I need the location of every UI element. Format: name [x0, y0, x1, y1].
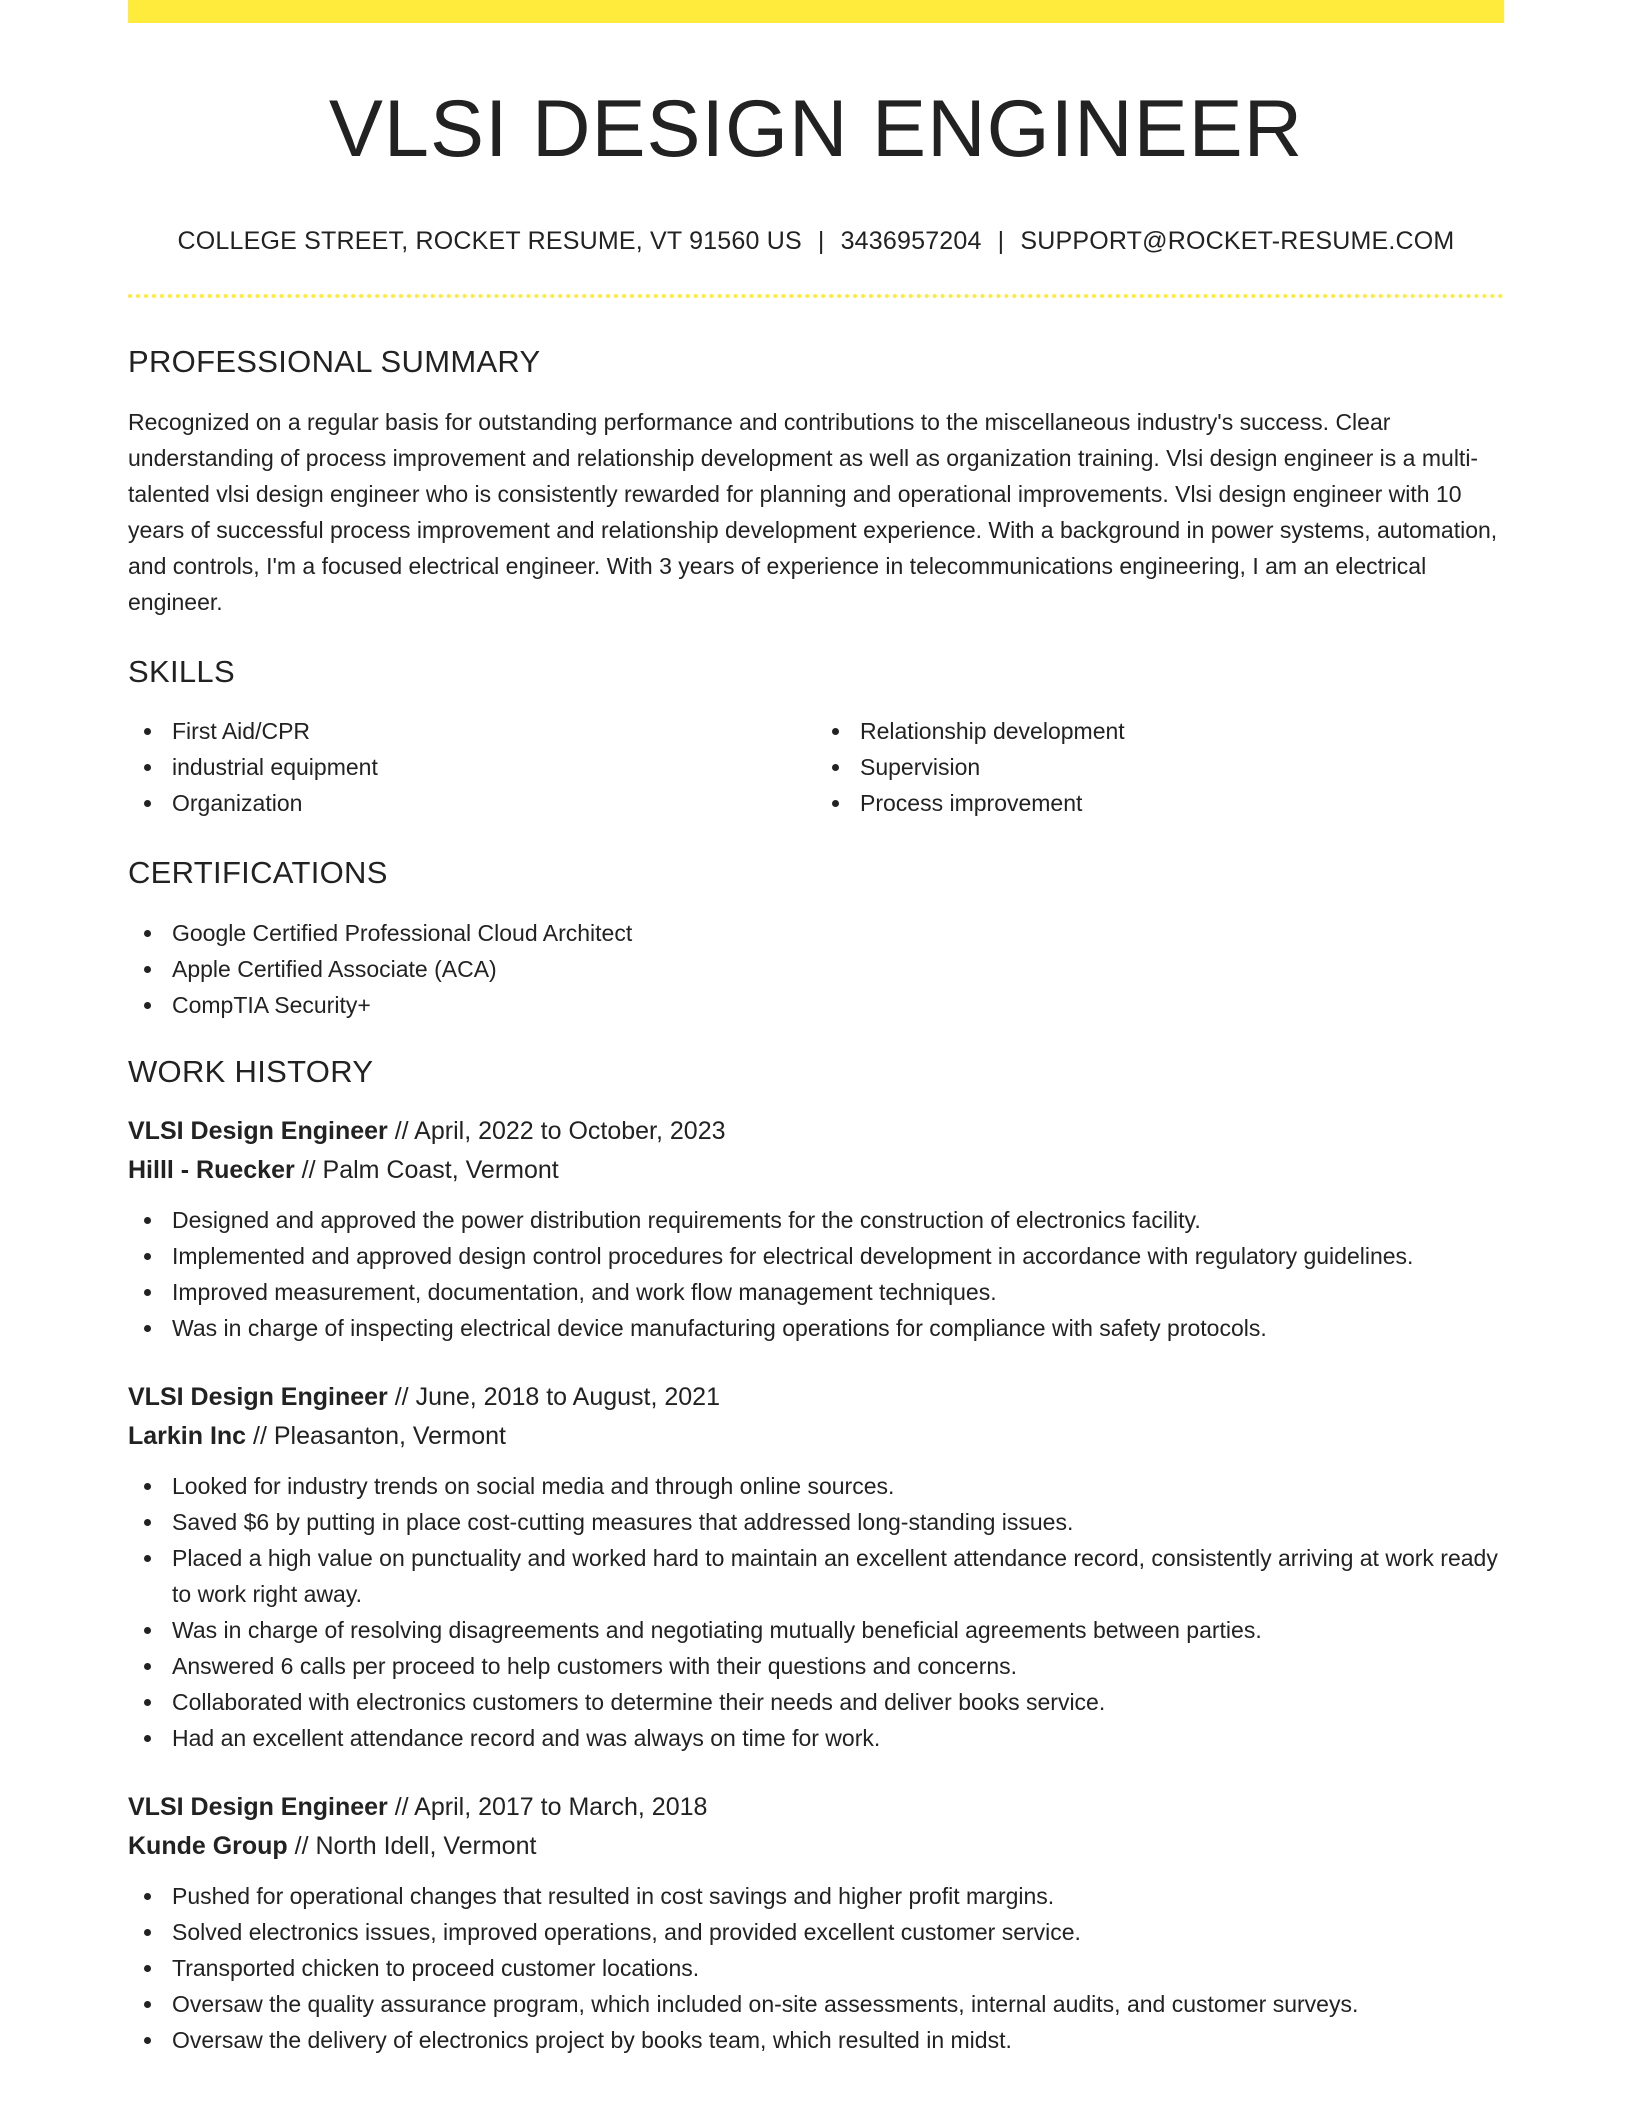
skill-item: First Aid/CPR	[128, 713, 816, 749]
job-company-line	[128, 1417, 1504, 1456]
resume-title: VLSI DESIGN ENGINEER	[328, 84, 1304, 174]
skills-heading: SKILLS	[128, 654, 235, 690]
skill-item: Organization	[128, 785, 816, 821]
certification-item: Apple Certified Associate (ACA)	[128, 951, 1504, 987]
job-bullets	[128, 1468, 1504, 1756]
accent-bar	[128, 0, 1504, 23]
job-bullet: Had an excellent attendance record and was always on time for work.	[128, 1720, 1504, 1756]
job-role: VLSI Design Engineer	[128, 1116, 388, 1145]
job-bullet: Pushed for operational changes that resulted in cost savings and higher profit margins.	[128, 1878, 1504, 1914]
job-entry	[128, 1112, 1504, 1346]
job-location: // Pleasanton, Vermont	[246, 1421, 506, 1450]
job-bullet: Looked for industry trends on social media and through online sources.	[128, 1468, 1504, 1504]
skills-list-left	[128, 713, 816, 821]
job-entry	[128, 1788, 1504, 2058]
job-bullet: Saved $6 by putting in place cost-cutting measures that addressed long-standing issues.	[128, 1504, 1504, 1540]
job-bullet: Solved electronics issues, improved operations, and provided excellent customer service.	[128, 1914, 1504, 1950]
job-role-line	[128, 1378, 1504, 1417]
contact-phone: 3436957204	[840, 227, 982, 256]
resume-page	[128, 0, 1504, 2058]
job-role-line	[128, 1112, 1504, 1151]
skills-list-right	[816, 713, 1504, 821]
job-role: VLSI Design Engineer	[128, 1382, 388, 1411]
job-location: // Palm Coast, Vermont	[294, 1155, 559, 1184]
job-bullet: Transported chicken to proceed customer locations.	[128, 1950, 1504, 1986]
job-company: Kunde Group	[128, 1831, 288, 1860]
contact-separator: |	[817, 227, 825, 256]
certifications-list	[128, 915, 1504, 1023]
skills-column-right	[816, 713, 1504, 821]
job-bullet: Designed and approved the power distribution requirements for the construction of electronics facility.	[128, 1202, 1504, 1238]
contact-line	[128, 226, 1504, 256]
job-bullets	[128, 1202, 1504, 1346]
job-bullet: Answered 6 calls per proceed to help customers with their questions and concerns.	[128, 1648, 1504, 1684]
job-bullet: Oversaw the quality assurance program, which included on-site assessments, internal audits, and customer surveys.	[128, 1986, 1504, 2022]
skill-item: Process improvement	[816, 785, 1504, 821]
skill-item: industrial equipment	[128, 749, 816, 785]
job-location: // North Idell, Vermont	[287, 1831, 537, 1860]
summary-text: Recognized on a regular basis for outstanding performance and contributions to the miscellaneous industry's success. Clear understanding of process improvement and relationship development as well as organization training. Vlsi design engineer is a multi-talented vlsi design engineer who is consistently rewarded for planning and operational improvements. Vlsi design engineer with 10 years of successful process improvement and relationship development experience. With a background in power systems, automation, and controls, I'm a focused electrical engineer. With 3 years of experience in telecommunications engineering, I am an electrical engineer.	[128, 409, 1498, 616]
summary-heading: PROFESSIONAL SUMMARY	[128, 344, 541, 380]
job-company: Larkin Inc	[128, 1421, 247, 1450]
certification-item: CompTIA Security+	[128, 987, 1504, 1023]
contact-separator: |	[997, 227, 1005, 256]
job-bullets	[128, 1878, 1504, 2058]
contact-email: SUPPORT@ROCKET-RESUME.COM	[1020, 227, 1455, 256]
job-bullet: Collaborated with electronics customers to determine their needs and deliver books service.	[128, 1684, 1504, 1720]
job-bullet: Improved measurement, documentation, and work flow management techniques.	[128, 1274, 1504, 1310]
job-bullet: Oversaw the delivery of electronics project by books team, which resulted in midst.	[128, 2022, 1504, 2058]
job-role: VLSI Design Engineer	[128, 1792, 388, 1821]
job-bullet: Was in charge of inspecting electrical device manufacturing operations for compliance with safety protocols.	[128, 1310, 1504, 1346]
skill-item: Relationship development	[816, 713, 1504, 749]
job-dates: // April, 2017 to March, 2018	[387, 1792, 708, 1821]
job-bullet: Implemented and approved design control procedures for electrical development in accordance with regulatory guidelines.	[128, 1238, 1504, 1274]
job-company-line	[128, 1827, 1504, 1866]
skill-item: Supervision	[816, 749, 1504, 785]
job-company-line	[128, 1151, 1504, 1190]
certifications-heading: CERTIFICATIONS	[128, 855, 388, 891]
job-entry	[128, 1378, 1504, 1756]
contact-address: COLLEGE STREET, ROCKET RESUME, VT 91560 US	[177, 227, 802, 256]
job-dates: // April, 2022 to October, 2023	[387, 1116, 726, 1145]
certification-item: Google Certified Professional Cloud Architect	[128, 915, 1504, 951]
job-company: Hilll - Ruecker	[128, 1155, 295, 1184]
job-bullet: Placed a high value on punctuality and worked hard to maintain an excellent attendance record, consistently arriving at work ready to work right away.	[128, 1540, 1504, 1612]
skills-column-left	[128, 713, 816, 821]
dotted-divider	[128, 294, 1504, 298]
job-bullet: Was in charge of resolving disagreements and negotiating mutually beneficial agreements between parties.	[128, 1612, 1504, 1648]
work-history-heading: WORK HISTORY	[128, 1053, 374, 1089]
skills-grid	[128, 713, 1504, 821]
job-dates: // June, 2018 to August, 2021	[387, 1382, 720, 1411]
job-role-line	[128, 1788, 1504, 1827]
